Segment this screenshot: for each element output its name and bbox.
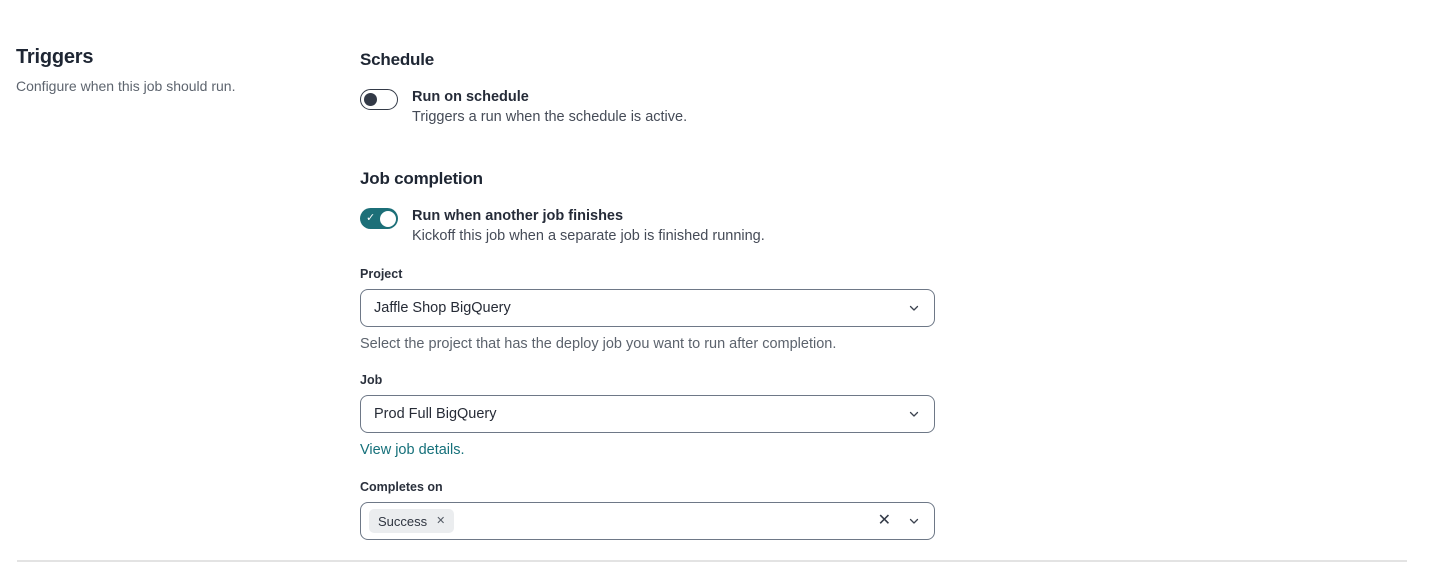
run-when-another-job-finishes-description: Kickoff this job when a separate job is finished running. xyxy=(412,228,765,244)
completes-on-field-label: Completes on xyxy=(360,480,443,494)
project-field-helper: Select the project that has the deploy job you want to run after completion. xyxy=(360,336,837,352)
job-completion-section-heading: Job completion xyxy=(360,169,483,188)
project-select[interactable] xyxy=(360,289,935,327)
run-when-another-job-finishes-label: Run when another job finishes xyxy=(412,208,624,224)
toggle-knob xyxy=(364,93,377,106)
job-select[interactable] xyxy=(360,395,935,433)
view-job-details-link[interactable]: View job details. xyxy=(360,442,465,458)
clear-all-icon[interactable]: ✕ xyxy=(877,512,891,529)
check-icon: ✓ xyxy=(366,212,376,224)
project-select-value: Jaffle Shop BigQuery xyxy=(374,300,511,316)
page-subtitle: Configure when this job should run. xyxy=(16,78,236,94)
run-on-schedule-row xyxy=(360,87,935,127)
run-when-another-job-finishes-row xyxy=(360,206,935,246)
chevron-down-icon xyxy=(908,302,920,314)
run-when-another-job-finishes-toggle[interactable] xyxy=(360,208,398,229)
schedule-section-heading: Schedule xyxy=(360,50,434,69)
chevron-down-icon xyxy=(908,515,920,527)
page-title: Triggers xyxy=(16,46,94,68)
run-on-schedule-label: Run on schedule xyxy=(412,89,529,105)
triggers-panel-header xyxy=(16,46,336,94)
run-on-schedule-description: Triggers a run when the schedule is active. xyxy=(412,109,688,125)
section-divider xyxy=(17,560,1407,562)
project-field-label: Project xyxy=(360,267,403,281)
run-on-schedule-toggle[interactable] xyxy=(360,89,398,110)
selected-tag-success xyxy=(369,509,454,533)
run-when-another-job-finishes-text xyxy=(412,206,765,246)
job-select-value: Prod Full BigQuery xyxy=(374,406,497,422)
chevron-down-icon xyxy=(908,408,920,420)
tag-remove-icon[interactable]: ✕ xyxy=(436,514,446,527)
job-field-label: Job xyxy=(360,373,383,387)
run-on-schedule-text xyxy=(412,87,687,127)
toggle-knob xyxy=(380,211,396,227)
completes-on-multiselect[interactable] xyxy=(360,502,935,540)
tag-label: Success xyxy=(378,513,428,529)
triggers-settings xyxy=(360,50,935,540)
